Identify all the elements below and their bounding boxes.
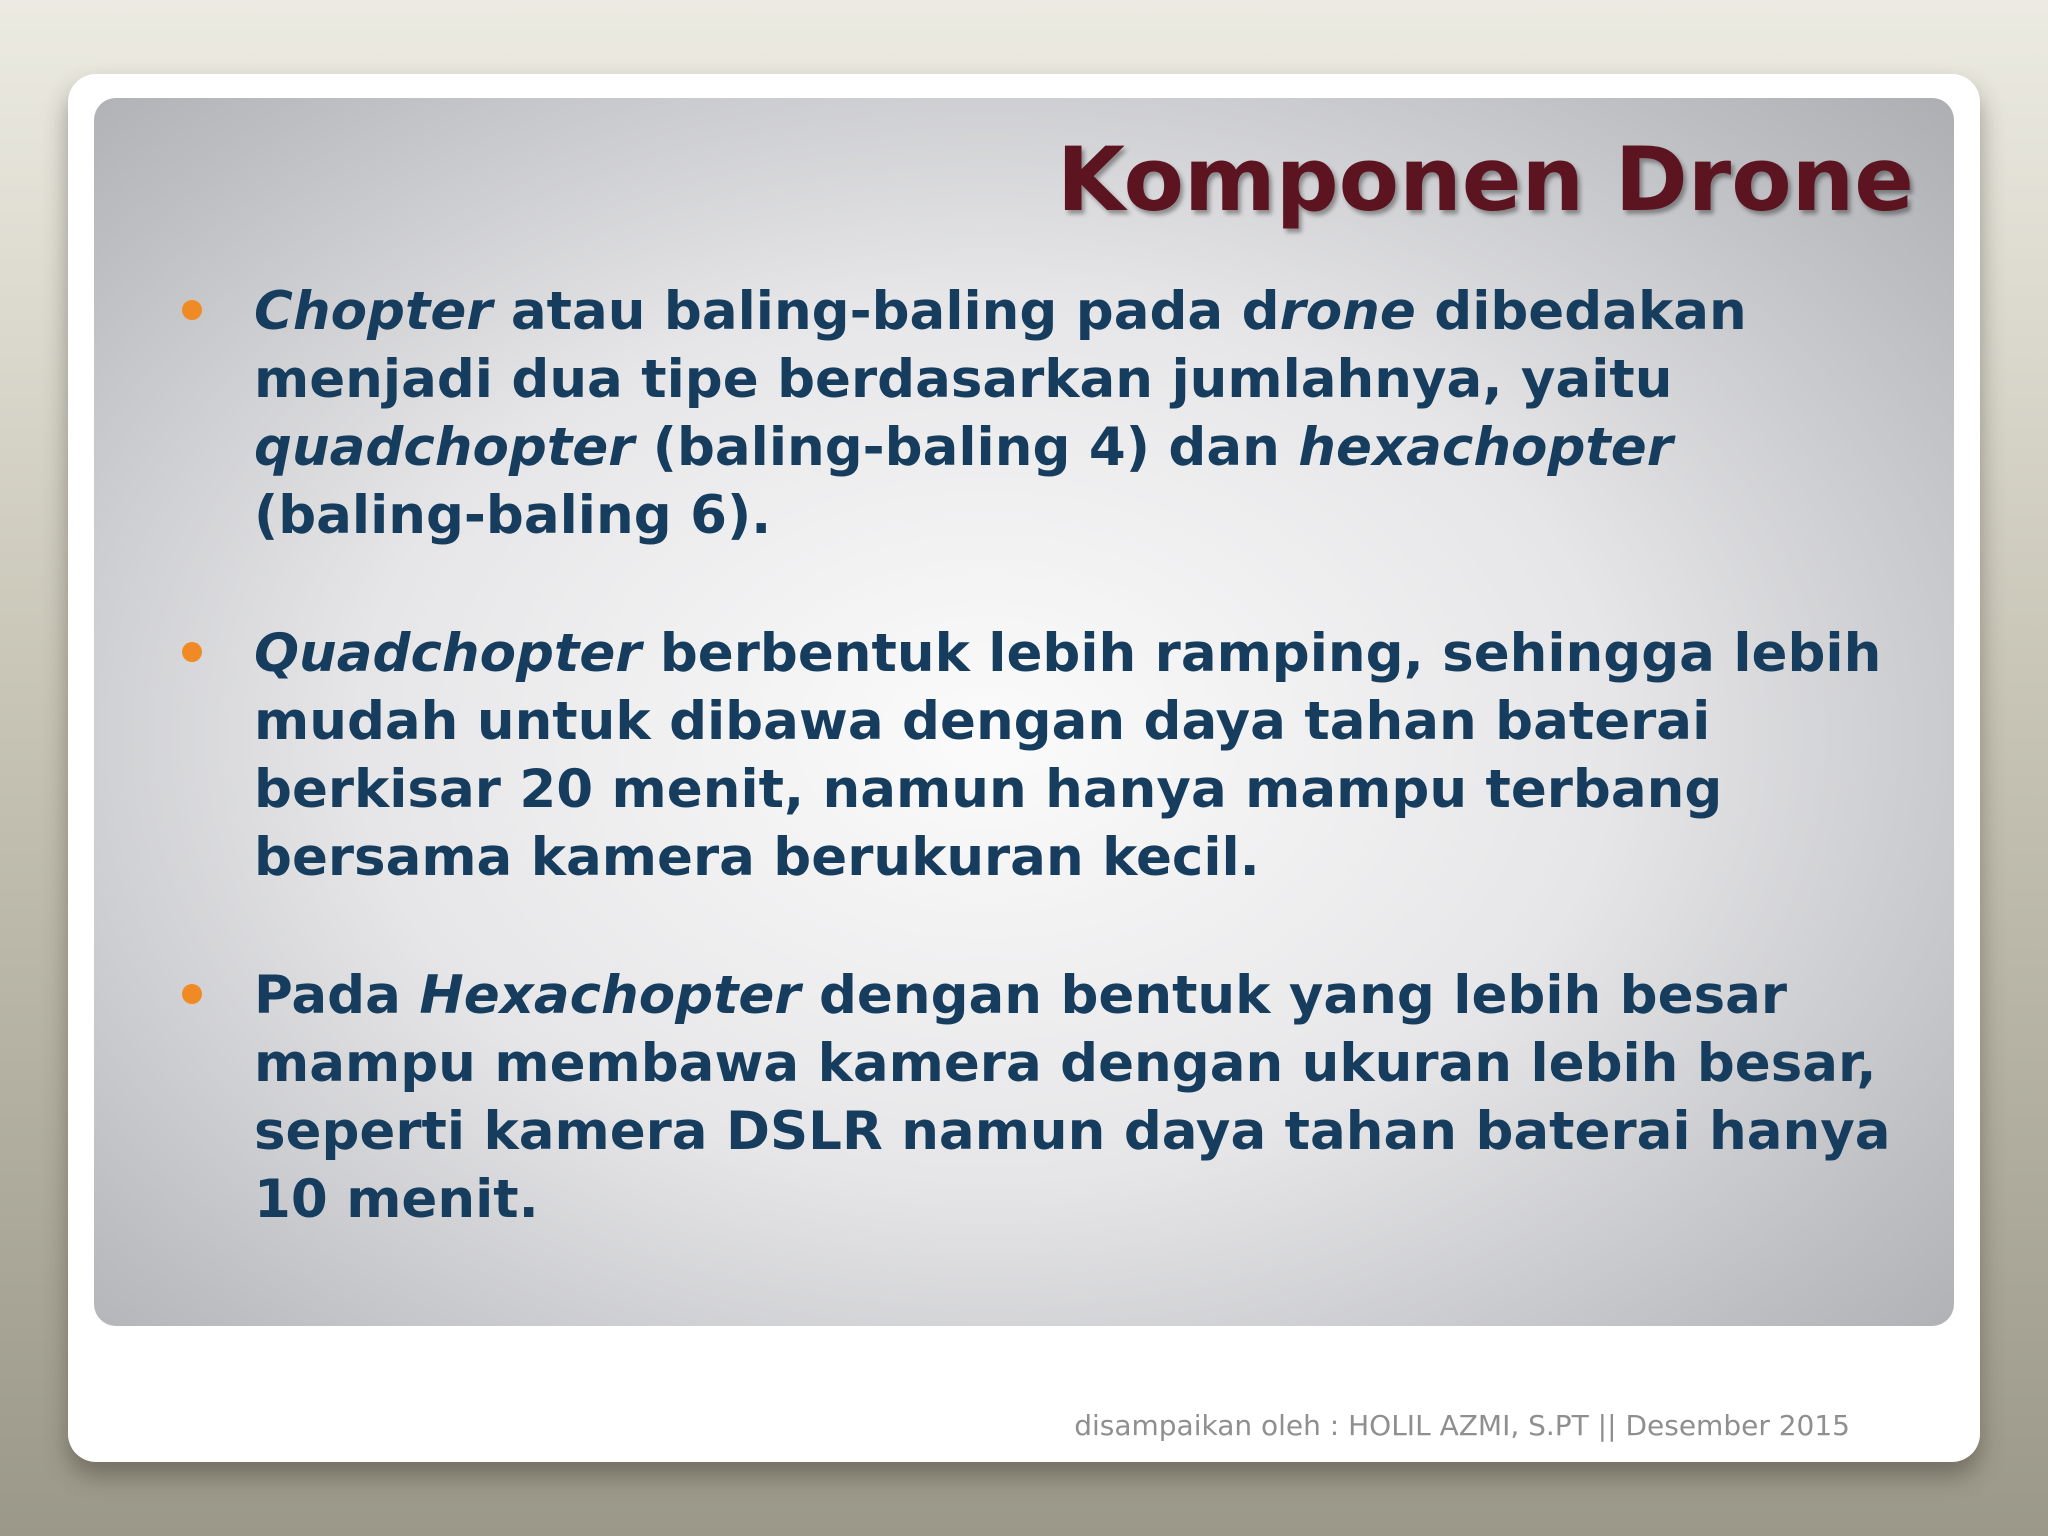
text-segment: Chopter — [254, 281, 493, 342]
bullet-item-chopter — [144, 278, 1904, 550]
text-segment: hexachopter — [1298, 417, 1673, 478]
text-segment: dengan bentuk yang lebih besar mampu membawa kamera dengan ukuran lebih besar, seperti kamera DSLR namun daya tahan baterai hanya 10 menit. — [254, 965, 1891, 1230]
slide-footer: disampaikan oleh : HOLIL AZMI, S.PT || Desember 2015 — [1074, 1409, 1850, 1442]
bullet-item-hexachopter — [144, 962, 1904, 1234]
bullet-item-quadchopter — [144, 620, 1904, 892]
slide-title: Komponen Drone — [1056, 128, 1914, 231]
text-segment: (baling-baling 4) dan — [634, 417, 1299, 478]
bullet-dot-icon — [182, 642, 202, 662]
bullet-text — [254, 623, 1881, 888]
bullet-list — [144, 278, 1904, 1304]
content-panel — [94, 98, 1954, 1326]
text-segment: rone — [1279, 281, 1416, 342]
text-segment: Pada — [254, 965, 420, 1026]
text-segment: dibedakan menjadi dua tipe berdasarkan jumlahnya, yaitu — [254, 281, 1747, 410]
bullet-text — [254, 281, 1747, 546]
text-segment: Hexachopter — [419, 965, 801, 1026]
text-segment: quadchopter — [254, 417, 635, 478]
text-segment: atau baling-baling pada d — [492, 281, 1280, 342]
text-segment: (baling-baling 6). — [254, 485, 772, 546]
bullet-dot-icon — [182, 300, 202, 320]
slide-card — [68, 74, 1980, 1462]
bullet-dot-icon — [182, 984, 202, 1004]
bullet-text — [254, 965, 1891, 1230]
text-segment: Quadchopter — [254, 623, 642, 684]
text-segment: berbentuk lebih ramping, sehingga lebih mudah untuk dibawa dengan daya tahan baterai berkisar 20 menit, namun hanya mampu terbang bersama kamera berukuran kecil. — [254, 623, 1882, 888]
